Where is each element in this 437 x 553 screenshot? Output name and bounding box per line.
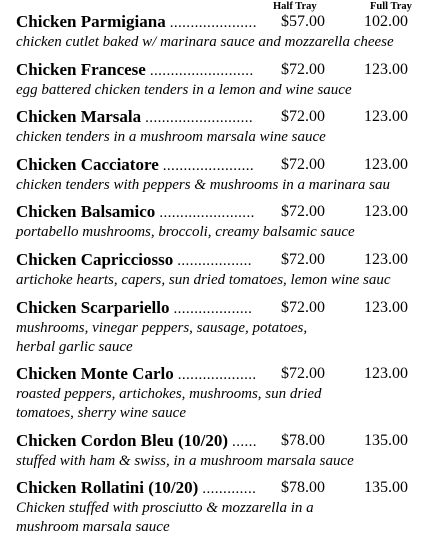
menu-item	[16, 59, 437, 100]
item-line	[16, 154, 437, 176]
item-line	[16, 430, 437, 452]
item-line	[16, 106, 437, 128]
dot-leader: .............	[202, 481, 257, 498]
item-line	[16, 363, 437, 385]
half-tray-price: $72.00	[281, 108, 325, 126]
half-tray-price: $72.00	[281, 365, 325, 383]
half-tray-price: $78.00	[281, 479, 325, 497]
item-description: herbal garlic sauce	[16, 338, 133, 355]
full-tray-price: 123.00	[364, 298, 408, 316]
menu-item	[16, 363, 437, 423]
half-tray-price: $72.00	[281, 298, 325, 316]
item-line	[16, 297, 437, 319]
item-description: Chicken stuffed with prosciutto & mozzarella in a	[16, 500, 314, 517]
item-name: Chicken Balsamico	[16, 202, 156, 222]
item-name: Chicken Cacciatore	[16, 154, 159, 174]
dot-leader: ......................	[162, 157, 255, 174]
menu-item	[16, 297, 437, 357]
item-description: tomatoes, sherry wine sauce	[16, 405, 186, 422]
full-tray-price: 123.00	[364, 250, 408, 268]
full-tray-price: 123.00	[364, 155, 408, 173]
menu-item	[16, 106, 437, 147]
item-description: roasted peppers, artichokes, mushrooms, sun dried	[16, 386, 322, 403]
dot-leader: ..........................	[145, 110, 254, 127]
item-description: chicken tenders with peppers & mushrooms in a marinara sau	[16, 176, 391, 193]
full-tray-price: 135.00	[364, 431, 408, 449]
full-tray-price: 135.00	[364, 479, 408, 497]
half-tray-price: $72.00	[281, 203, 325, 221]
item-description: mushroom marsala sauce	[16, 519, 170, 536]
full-tray-price: 123.00	[364, 365, 408, 383]
half-tray-price: $72.00	[281, 60, 325, 78]
item-line	[16, 59, 437, 81]
dot-leader: .......................	[159, 205, 255, 222]
half-tray-price: $72.00	[281, 250, 325, 268]
item-line	[16, 11, 437, 33]
menu-item	[16, 201, 437, 242]
menu-item	[16, 249, 437, 290]
item-name: Chicken Rollatini (10/20)	[16, 478, 199, 498]
item-name: Chicken Scarpariello	[16, 297, 170, 317]
item-description: chicken tenders in a mushroom marsala wine sauce	[16, 129, 326, 146]
dot-leader: ..................	[177, 252, 252, 269]
item-description: egg battered chicken tenders in a lemon and wine sauce	[16, 81, 352, 98]
dot-leader: ......	[232, 433, 257, 450]
half-tray-price: $72.00	[281, 155, 325, 173]
menu-item	[16, 154, 437, 195]
item-description: chicken cutlet baked w/ marinara sauce and mozzarella cheese	[16, 34, 394, 50]
half-tray-price: $57.00	[281, 13, 325, 30]
dot-leader: ...................	[177, 367, 257, 384]
half-tray-header: Half Tray	[273, 1, 317, 12]
dot-leader: ...................	[173, 300, 253, 317]
full-tray-price: 102.00	[364, 13, 408, 30]
item-description: artichoke hearts, capers, sun dried tomatoes, lemon wine sauc	[16, 271, 391, 288]
full-tray-price: 123.00	[364, 108, 408, 126]
item-name: Chicken Monte Carlo	[16, 364, 174, 384]
item-name: Chicken Marsala	[16, 107, 142, 127]
item-name: Chicken Parmigiana	[16, 12, 166, 31]
full-tray-price: 123.00	[364, 60, 408, 78]
item-name: Chicken Francese	[16, 59, 146, 79]
menu-item	[16, 11, 437, 52]
item-name: Chicken Cordon Bleu (10/20)	[16, 430, 229, 450]
item-line	[16, 201, 437, 223]
half-tray-price: $78.00	[281, 431, 325, 449]
item-description: mushrooms, vinegar peppers, sausage, potatoes,	[16, 319, 308, 336]
item-line	[16, 249, 437, 271]
full-tray-price: 123.00	[364, 203, 408, 221]
dot-leader: .........................	[149, 62, 254, 79]
item-description: stuffed with ham & swiss, in a mushroom marsala sauce	[16, 452, 354, 469]
item-line	[16, 477, 437, 499]
menu-item	[16, 430, 437, 471]
item-description: portabello mushrooms, broccoli, creamy balsamic sauce	[16, 224, 355, 241]
dot-leader: .....................	[169, 15, 257, 31]
menu-list	[16, 11, 437, 544]
full-tray-header: Full Tray	[370, 1, 412, 12]
menu-item	[16, 477, 437, 537]
item-name: Chicken Capricciosso	[16, 249, 174, 269]
